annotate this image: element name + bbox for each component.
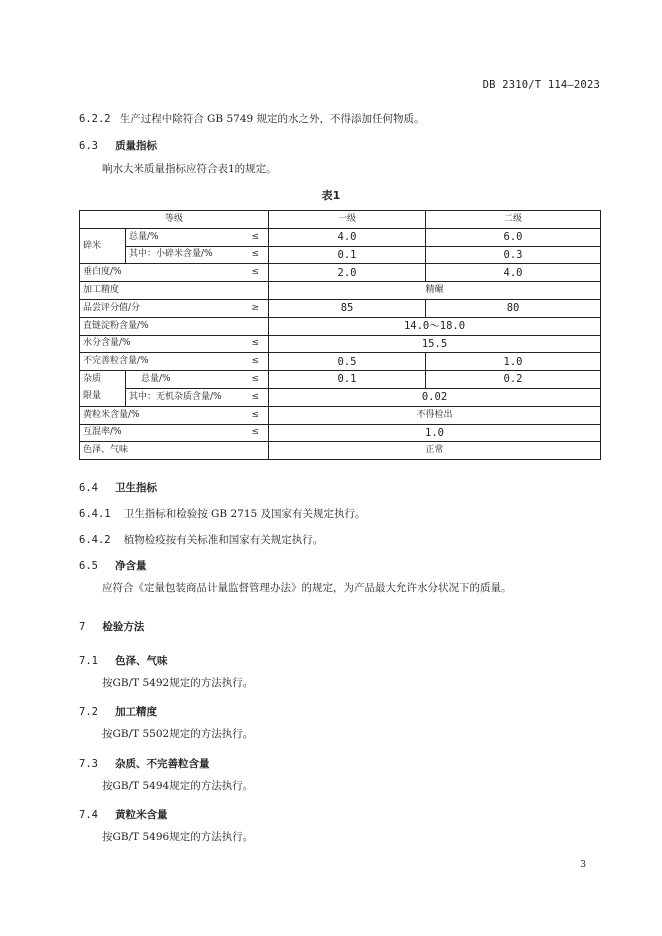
mixing-rate-label: 互混率/% <box>83 427 122 438</box>
amylose-label: 直链淀粉含量/% <box>80 317 269 335</box>
milling-value: 精碾 <box>269 282 601 300</box>
quality-table <box>79 210 601 460</box>
table-row <box>80 228 601 246</box>
yellow-kernel-label: 黄粒米含量/% <box>83 409 140 420</box>
taste-score-g2: 80 <box>426 299 601 317</box>
clause-6-4-1 <box>79 502 366 521</box>
document-number: DB 2310/T 114—2023 <box>482 79 600 91</box>
chalkiness-g2: 4.0 <box>426 264 601 282</box>
broken-total-label: 总量/% <box>129 231 159 242</box>
operator: ≤ <box>251 338 260 349</box>
page-number: 3 <box>580 860 586 870</box>
chalkiness-g1: 2.0 <box>269 264 426 282</box>
operator: ≤ <box>251 267 260 278</box>
heading-6-4 <box>79 476 157 495</box>
table-row <box>80 299 601 317</box>
table-row <box>80 388 601 406</box>
small-broken-label: 其中：小碎米含量/% <box>129 249 213 260</box>
heading-6-5 <box>79 554 147 573</box>
clause-number: 6.4.2 <box>79 534 111 546</box>
paragraph-7-1: 按GB/T 5492规定的方法执行。 <box>102 677 254 689</box>
impurity-total-label: 总量/% <box>141 374 171 385</box>
milling-label: 加工精度 <box>80 282 269 300</box>
clause-number: 6.4.1 <box>79 508 111 520</box>
clause-text: 生产过程中除符合 GB 5749 规定的水之外，不得添加任何物质。 <box>119 113 425 125</box>
impurity-group-line1: 杂质 <box>83 374 102 385</box>
heading-7-4 <box>79 803 168 822</box>
clause-6-2-2 <box>79 107 425 126</box>
impurity-group <box>80 371 126 407</box>
operator: ≤ <box>251 231 260 242</box>
mixing-rate-value: 1.0 <box>269 424 601 442</box>
table-row <box>80 264 601 282</box>
clause-6-4-2 <box>79 528 323 547</box>
table-row <box>80 335 601 353</box>
broken-total-g1: 4.0 <box>269 228 426 246</box>
heading-number: 7.4 <box>79 809 98 821</box>
moisture-value: 15.5 <box>269 335 601 353</box>
imperfect-kernel-g2: 1.0 <box>426 353 601 371</box>
clause-text: 植物检疫按有关标准和国家有关规定执行。 <box>123 534 324 546</box>
impurity-total-g1: 0.1 <box>269 371 426 389</box>
broken-total-g2: 6.0 <box>426 228 601 246</box>
heading-7 <box>79 615 144 634</box>
small-broken-g2: 0.3 <box>426 246 601 264</box>
heading-number: 6.4 <box>79 482 98 494</box>
moisture-label: 水分含量/% <box>83 338 131 349</box>
impurity-total-g2: 0.2 <box>426 371 601 389</box>
table-row <box>80 282 601 300</box>
heading-6-3 <box>79 134 157 153</box>
heading-title: 卫生指标 <box>115 482 158 494</box>
heading-number: 6.5 <box>79 560 98 572</box>
table-header-row <box>80 211 601 229</box>
table-row <box>80 246 601 264</box>
paragraph-7-3: 按GB/T 5494规定的方法执行。 <box>102 780 254 792</box>
heading-number: 7.1 <box>79 655 98 667</box>
imperfect-kernel-g1: 0.5 <box>269 353 426 371</box>
table-row <box>80 424 601 442</box>
heading-title: 检验方法 <box>102 621 145 633</box>
color-odor-label: 色泽、气味 <box>80 442 269 460</box>
chalkiness-label: 垂白度/% <box>83 267 122 278</box>
inorganic-impurity-value: 0.02 <box>269 388 601 406</box>
paragraph-6-5: 应符合《定量包装商品计量监督管理办法》的规定，为产品最大允许水分状况下的质量。 <box>102 582 512 594</box>
heading-title: 质量指标 <box>115 140 158 152</box>
heading-number: 6.3 <box>79 140 98 152</box>
impurity-group-line2: 限量 <box>83 391 102 402</box>
heading-title: 杂质、不完善粒含量 <box>115 758 210 770</box>
table-row <box>80 442 601 460</box>
operator: ≤ <box>251 427 260 438</box>
paragraph-6-3: 响水大米质量指标应符合表1的规定。 <box>102 163 277 175</box>
small-broken-g1: 0.1 <box>269 246 426 264</box>
heading-7-1 <box>79 649 168 668</box>
heading-title: 加工精度 <box>115 706 158 718</box>
operator: ≤ <box>251 374 260 385</box>
header-grade: 等级 <box>80 211 269 229</box>
broken-rice-group: 碎米 <box>80 228 126 264</box>
operator: ≤ <box>251 391 260 402</box>
operator: ≤ <box>251 409 260 420</box>
heading-title: 净含量 <box>115 560 147 572</box>
imperfect-kernel-label: 不完善粒含量/% <box>83 356 149 367</box>
header-grade-1: 一级 <box>269 211 426 229</box>
table-row <box>80 371 601 389</box>
header-grade-2: 二级 <box>426 211 601 229</box>
heading-number: 7.3 <box>79 758 98 770</box>
heading-title: 色泽、气味 <box>115 655 168 667</box>
table-row <box>80 406 601 424</box>
color-odor-value: 正常 <box>269 442 601 460</box>
taste-score-label: 品尝评分值/分 <box>83 302 141 313</box>
table-row <box>80 353 601 371</box>
table-row <box>80 317 601 335</box>
operator: ≤ <box>251 356 260 367</box>
yellow-kernel-value: 不得检出 <box>269 406 601 424</box>
heading-title: 黄粒米含量 <box>115 809 168 821</box>
table-caption: 表1 <box>321 189 341 202</box>
amylose-value: 14.0～18.0 <box>269 317 601 335</box>
operator: ≤ <box>251 249 260 260</box>
heading-number: 7.2 <box>79 706 98 718</box>
inorganic-impurity-label: 其中：无机杂质含量/% <box>129 391 222 402</box>
clause-number: 6.2.2 <box>79 113 111 125</box>
operator: ≥ <box>251 302 260 313</box>
heading-number: 7 <box>79 621 86 633</box>
paragraph-7-2: 按GB/T 5502规定的方法执行。 <box>102 728 254 740</box>
heading-7-2 <box>79 700 157 719</box>
paragraph-7-4: 按GB/T 5496规定的方法执行。 <box>102 831 254 843</box>
clause-text: 卫生指标和检验按 GB 2715 及国家有关规定执行。 <box>123 508 366 520</box>
taste-score-g1: 85 <box>269 299 426 317</box>
heading-7-3 <box>79 752 210 771</box>
